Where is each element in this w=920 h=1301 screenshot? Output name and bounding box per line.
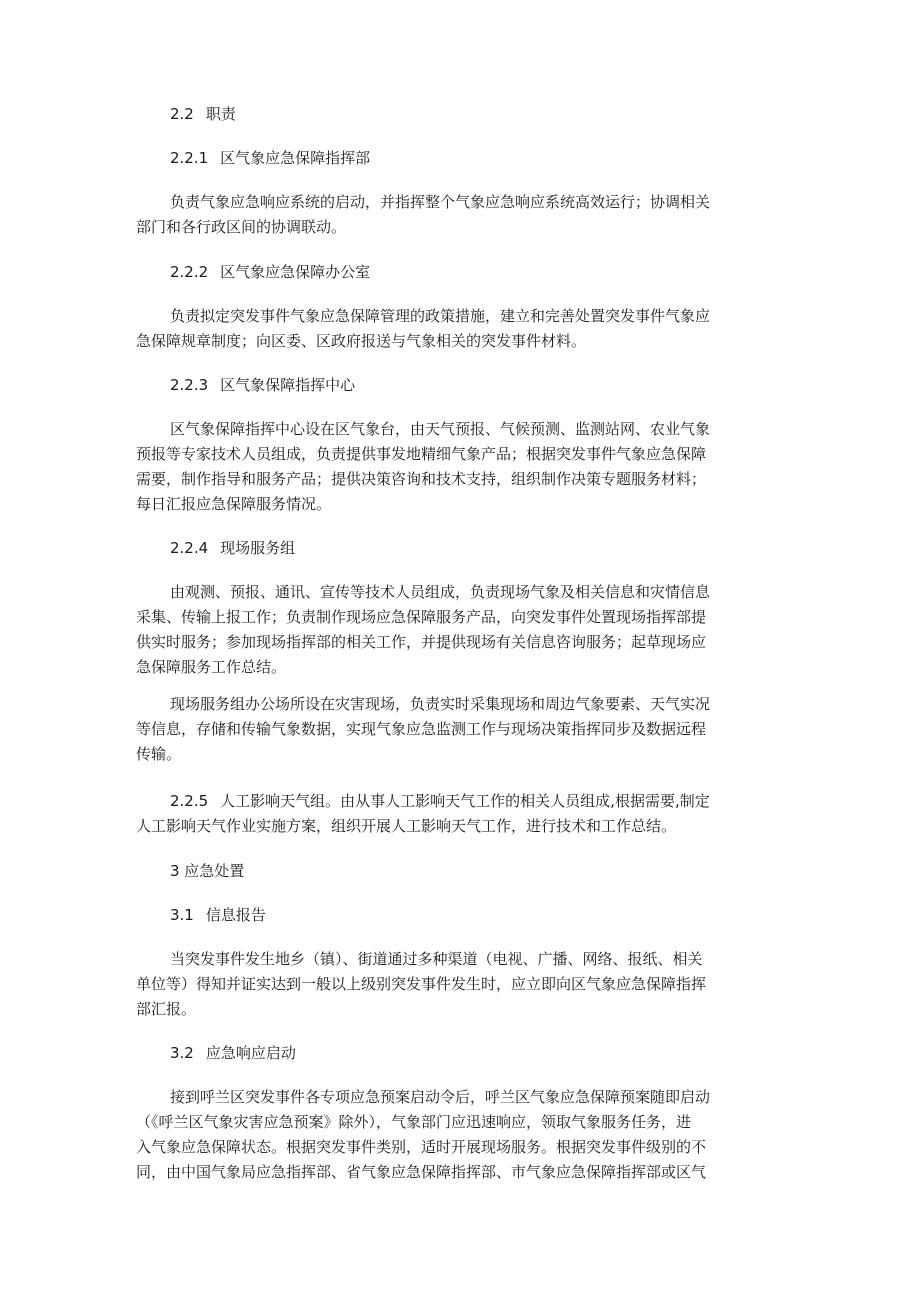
section-title: 信息报告 xyxy=(205,906,266,924)
paragraph-line: 急保障服务工作总结。 xyxy=(136,658,287,676)
paragraph-line: 每日汇报应急保障服务情况。 xyxy=(136,495,332,513)
section-number: 2.2.1 xyxy=(170,149,209,167)
paragraph-line: 单位等）得知并证实达到一般以上级别突发事件发生时，应立即向区气象应急保障指挥 xyxy=(136,975,707,993)
section-number: 2.2.5 xyxy=(170,792,209,810)
section-title: 应急响应启动 xyxy=(205,1044,296,1062)
paragraph-line: 预报等专家技术人员组成，负责提供事发地精细气象产品；根据突发事件气象应急保障 xyxy=(136,445,707,463)
paragraph-line: 需要，制作指导和服务产品；提供决策咨询和技术支持，组织制作决策专题服务材料； xyxy=(136,470,707,488)
paragraph-line: 由观测、预报、通讯、宣传等技术人员组成，负责现场气象及相关信息和灾情信息 xyxy=(170,583,711,601)
section-number: 2.2.4 xyxy=(170,539,209,557)
paragraph-line: 供实时服务；参加现场指挥部的相关工作，并提供现场有关信息咨询服务；起草现场应 xyxy=(136,633,707,651)
section-title: 职责 xyxy=(205,105,236,123)
paragraph-line: 负责气象应急响应系统的启动，并指挥整个气象应急响应系统高效运行；协调相关 xyxy=(170,193,711,211)
section-title: 区气象保障指挥中心 xyxy=(220,376,356,394)
paragraph-line: 传输。 xyxy=(136,745,182,763)
section-number: 2.2.3 xyxy=(170,376,209,394)
paragraph-line: 采集、传输上报工作；负责制作现场应急保障服务产品，向突发事件处置现场指挥部提 xyxy=(136,608,707,626)
paragraph-line: 当突发事件发生地乡（镇）、街道通过多种渠道（电视、广播、网络、报纸、相关 xyxy=(170,950,703,968)
heading-2-2-2 xyxy=(170,262,370,282)
paragraph-line: 等信息，存储和传输气象数据，实现气象应急监测工作与现场决策指挥同步及数据远程 xyxy=(136,720,707,738)
paragraph-line: 同，由中国气象局应急指挥部、省气象应急保障指挥部、市气象应急保障指挥部或区气 xyxy=(136,1163,707,1181)
heading-2-2-3 xyxy=(170,375,355,395)
section-title: 现场服务组 xyxy=(220,539,296,557)
paragraph-line: 部门和各行政区间的协调联动。 xyxy=(136,218,347,236)
paragraph-line: 负责拟定突发事件气象应急保障管理的政策措施，建立和完善处置突发事件气象应 xyxy=(170,307,711,325)
section-number: 3.1 xyxy=(170,906,194,924)
heading-3-2 xyxy=(170,1043,296,1063)
section-number: 2.2.2 xyxy=(170,263,209,281)
section-number: 2.2 xyxy=(170,105,194,123)
paragraph-line: 部汇报。 xyxy=(136,1000,197,1018)
paragraph-line: 接到呼兰区突发事件各专项应急预案启动令后，呼兰区气象应急保障预案随即启动 xyxy=(170,1088,711,1106)
paragraph-line: （《呼兰区气象灾害应急预案》除外），气象部门应迅速响应，领取气象服务任务，进 xyxy=(136,1113,692,1131)
section-title: 区气象应急保障指挥部 xyxy=(220,149,371,167)
heading-3-1 xyxy=(170,905,266,925)
paragraph-line: 区气象保障指挥中心设在区气象台，由天气预报、气候预测、监测站网、农业气象 xyxy=(170,420,711,438)
paragraph-line: 现场服务组办公场所设在灾害现场，负责实时采集现场和周边气象要素、天气实况 xyxy=(170,695,711,713)
paragraph-text: 人工影响天气组。由从事人工影响天气工作的相关人员组成,根据需要,制定 xyxy=(220,792,710,810)
paragraph-line: 人工影响天气作业实施方案，组织开展人工影响天气工作，进行技术和工作总结。 xyxy=(136,817,677,835)
heading-2-2-1 xyxy=(170,148,370,168)
heading-3: 3 应急处置 xyxy=(170,862,245,880)
heading-2-2 xyxy=(170,104,236,124)
paragraph-2-2-5 xyxy=(170,791,710,811)
section-title: 区气象应急保障办公室 xyxy=(220,263,371,281)
paragraph-line: 急保障规章制度；向区委、区政府报送与气象相关的突发事件材料。 xyxy=(136,332,587,350)
heading-2-2-4 xyxy=(170,538,295,558)
paragraph-line: 入气象应急保障状态。根据突发事件类别，适时开展现场服务。根据突发事件级别的不 xyxy=(136,1138,707,1156)
section-number: 3.2 xyxy=(170,1044,194,1062)
